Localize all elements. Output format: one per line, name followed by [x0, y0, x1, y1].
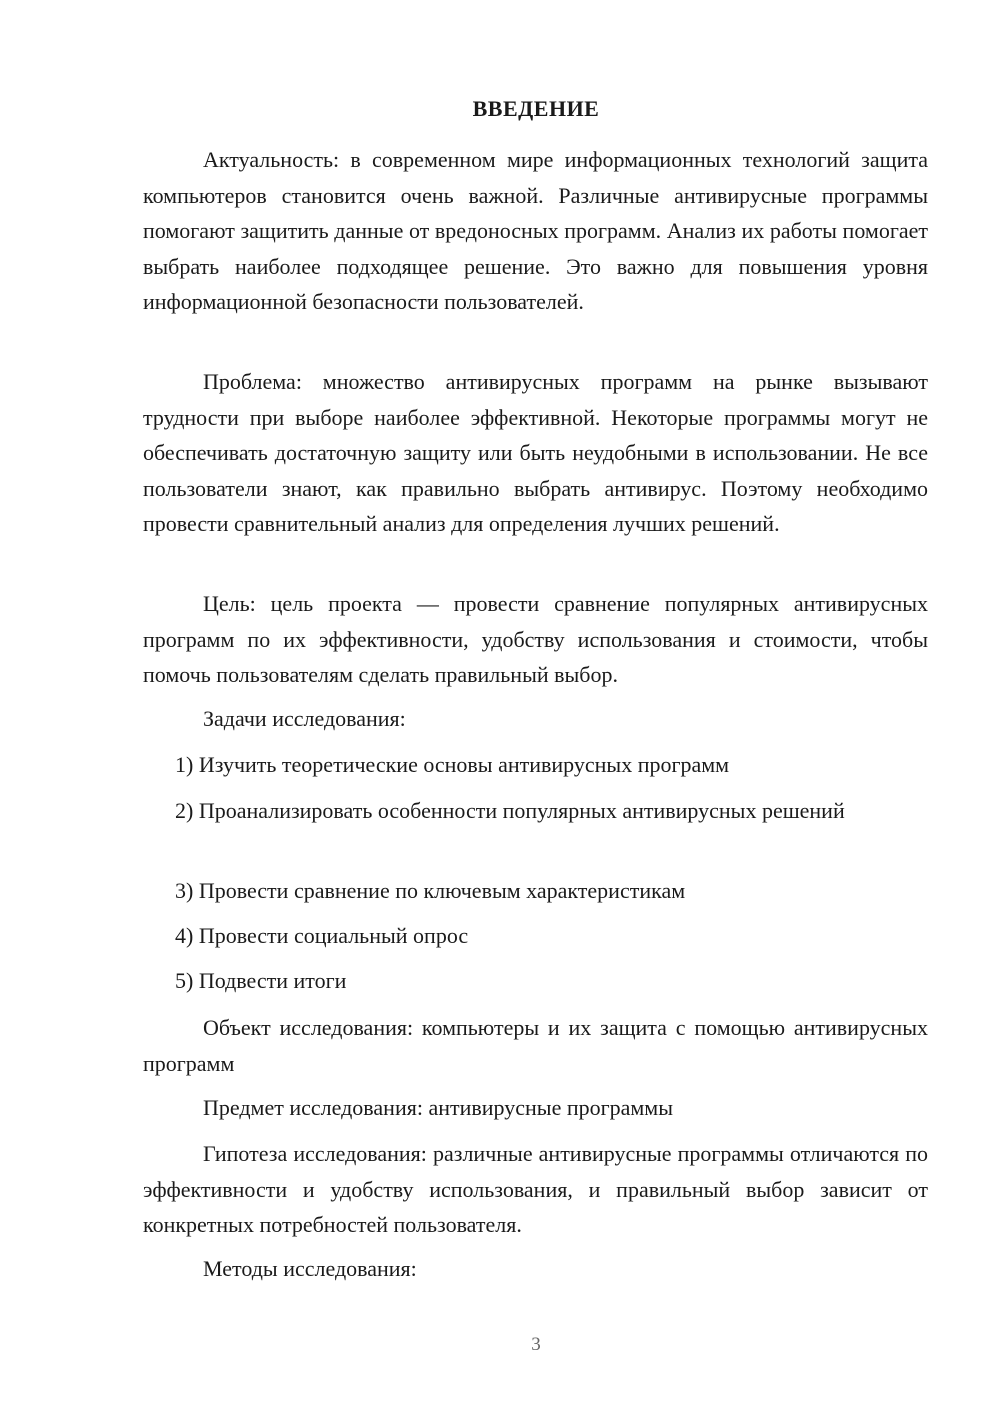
- paragraph-goal: Цель: цель проекта — провести сравнение популярных антивирусных программ по их эффективности, удобству использования и стоимости, чтобы помочь пользователям сделать правильный выбор.: [143, 591, 928, 687]
- paragraph-object: Объект исследования: компьютеры и их защита с помощью антивирусных программ: [143, 1015, 928, 1076]
- task-item-5: 5) Подвести итоги: [175, 968, 347, 993]
- paragraph-methods: Методы исследования:: [203, 1256, 417, 1281]
- task-item-1: 1) Изучить теоретические основы антивирусных программ: [175, 752, 730, 777]
- paragraph-subject: Предмет исследования: антивирусные программы: [203, 1095, 674, 1120]
- paragraph-problem: Проблема: множество антивирусных программ на рынке вызывают трудности при выборе наиболее эффективной. Некоторые программы могут не обеспечивать достаточную защиту или быть неудобными в использовании. Не все пользователи знают, как правильно выбрать антивирус. Поэтому необходимо провести сравнительный анализ для определения лучших решений.: [143, 369, 928, 536]
- page-title: ВВЕДЕНИЕ: [472, 96, 600, 121]
- page-number: 3: [531, 1334, 541, 1355]
- task-item-2: 2) Проанализировать особенности популярных антивирусных решений: [175, 798, 845, 823]
- paragraph-relevance: Актуальность: в современном мире информационных технологий защита компьютеров становится очень важной. Различные антивирусные программы помогают защитить данные от вредоносных программ. Анализ их работы помогает выбрать наиболее подходящее решение. Это важно для повышения уровня информационной безопасности пользователей.: [143, 147, 928, 314]
- task-item-3: 3) Провести сравнение по ключевым характеристикам: [175, 878, 686, 903]
- task-item-4: 4) Провести социальный опрос: [175, 923, 469, 948]
- paragraph-hypothesis: Гипотеза исследования: различные антивирусные программы отличаются по эффективности и удобству использования, и правильный выбор зависит от конкретных потребностей пользователя.: [143, 1141, 928, 1237]
- paragraph-tasks-heading: Задачи исследования:: [203, 706, 406, 731]
